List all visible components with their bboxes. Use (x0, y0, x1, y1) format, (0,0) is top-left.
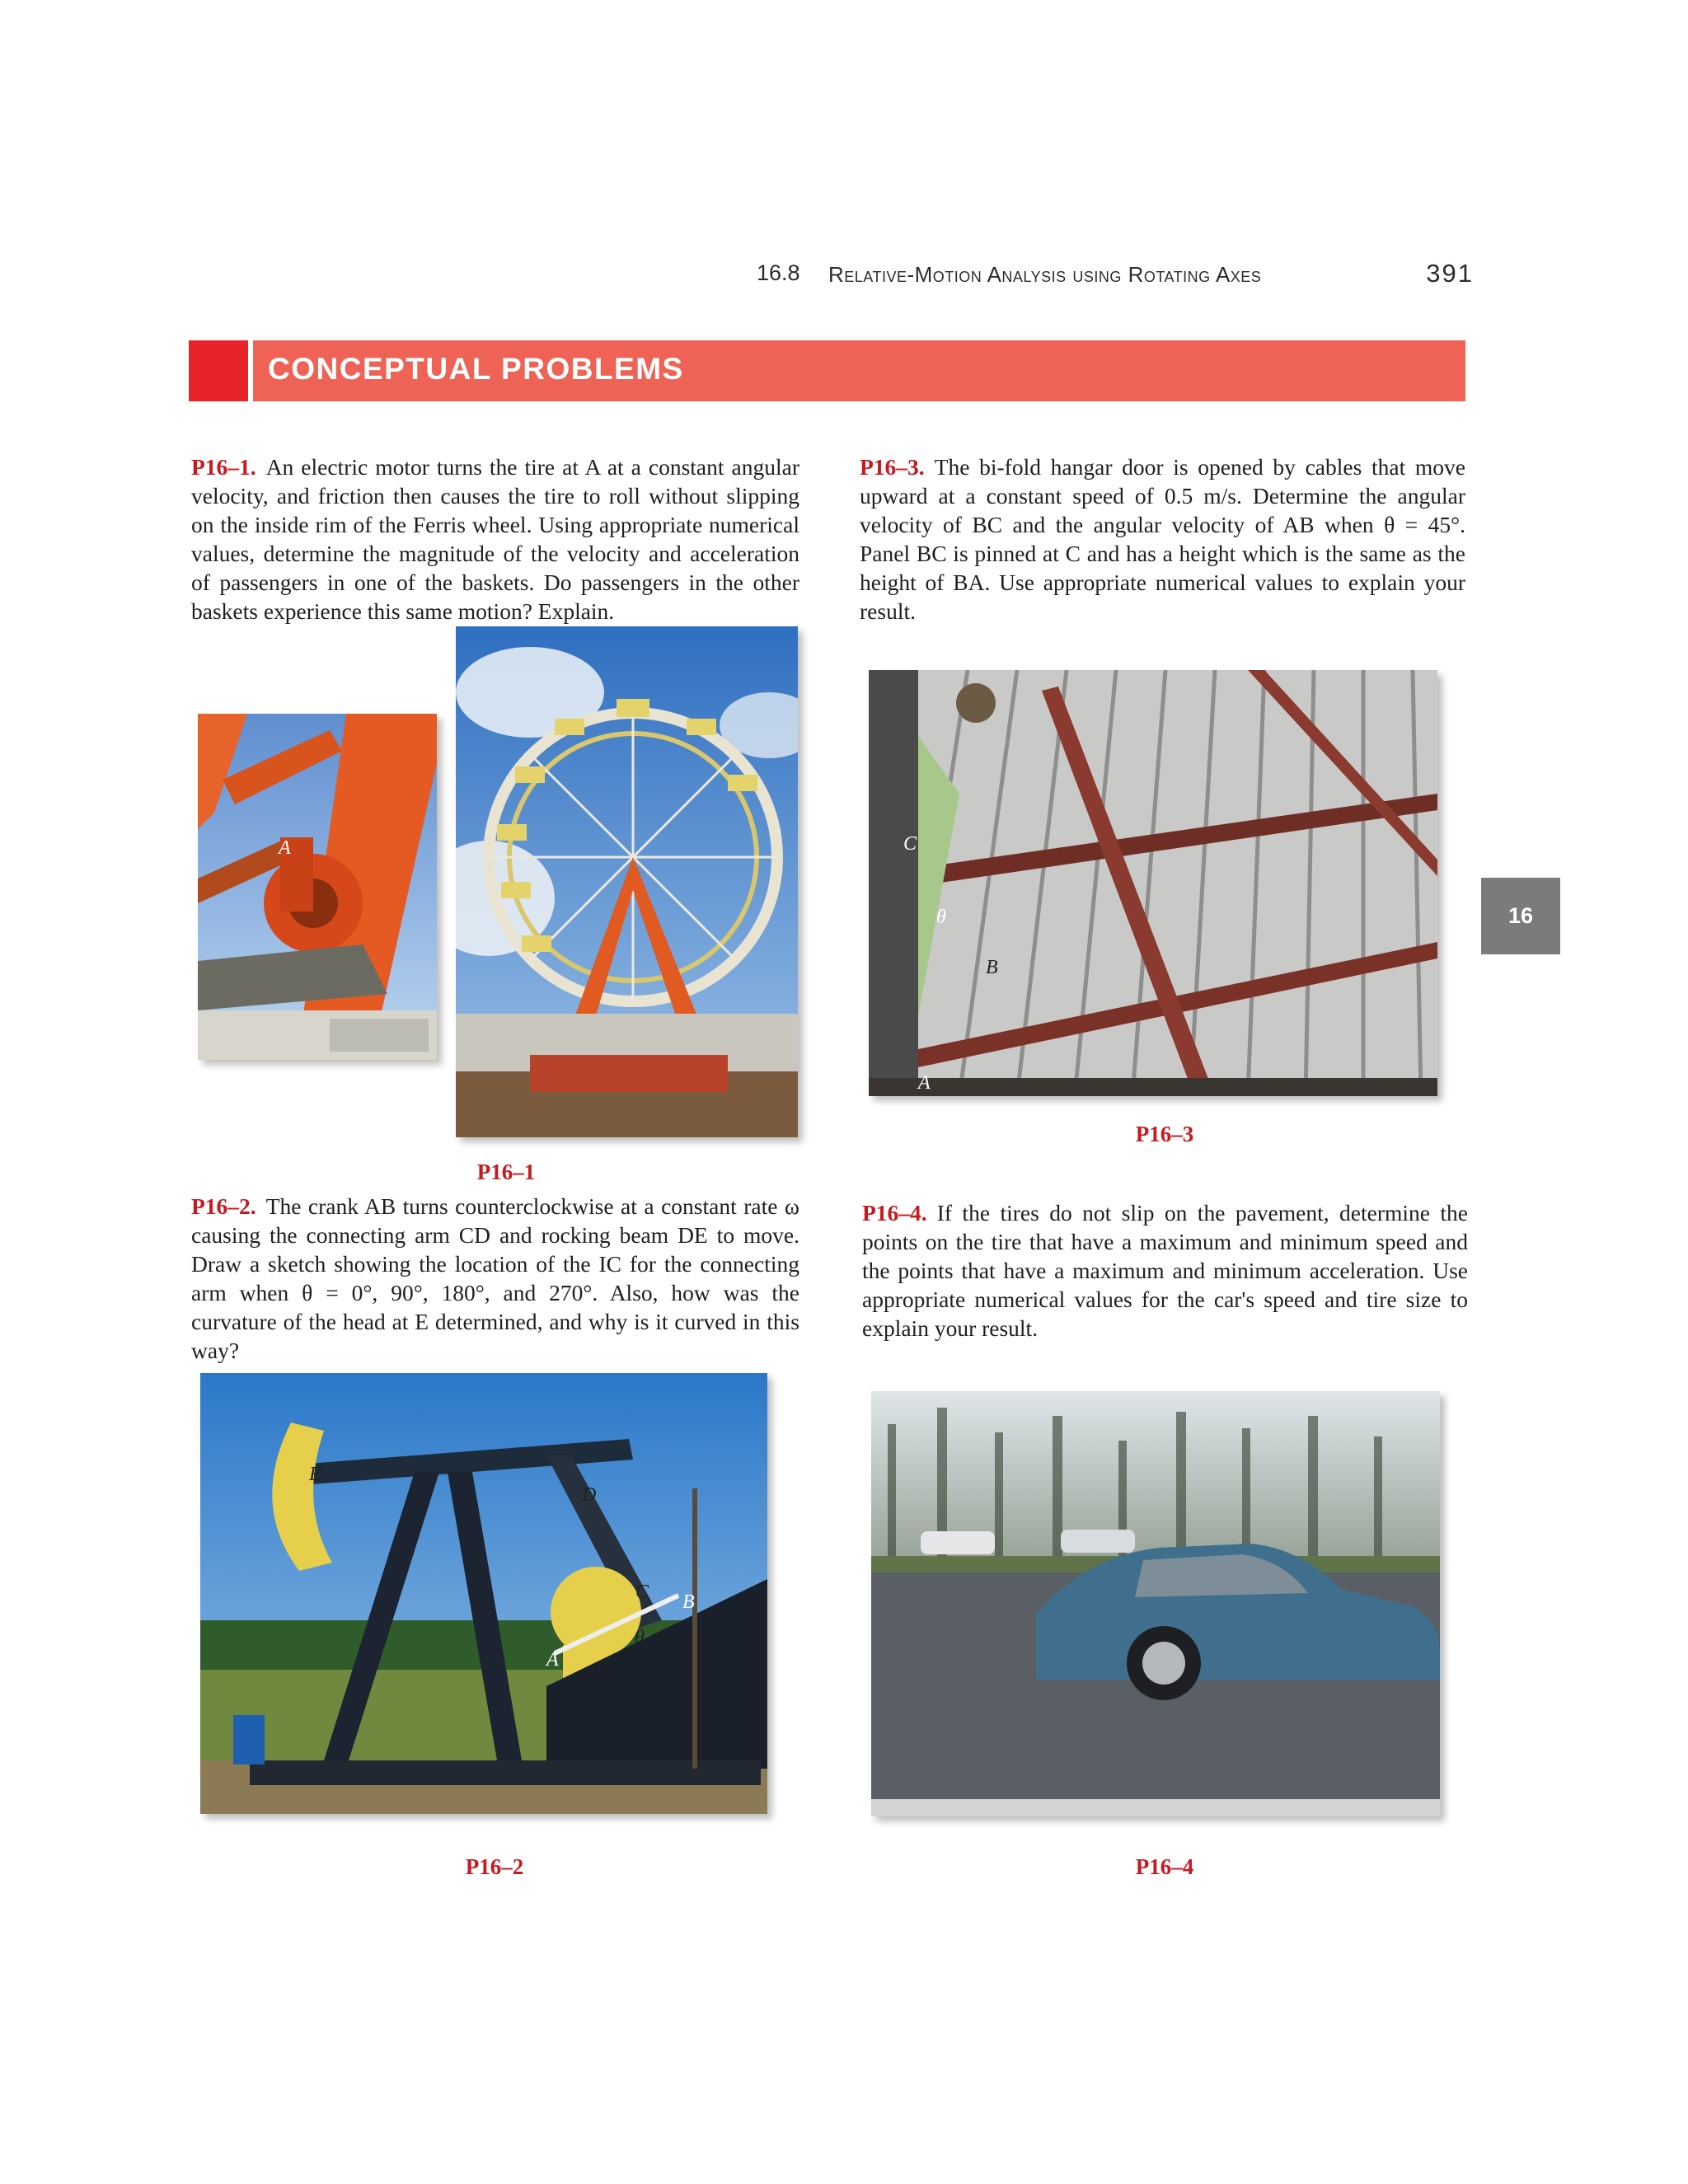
caption-p16-1: P16–1 (476, 1160, 536, 1184)
label-E: E (309, 1464, 321, 1485)
banner-title: CONCEPTUAL PROBLEMS (268, 352, 684, 386)
figure-pumpjack (200, 1373, 767, 1814)
label-A: A (279, 837, 291, 859)
label-C: C (903, 833, 917, 855)
label-B: B (986, 957, 998, 978)
banner-accent-square (189, 340, 248, 401)
figure-ferris-wheel (456, 626, 798, 1137)
section-number: 16.8 (757, 260, 800, 285)
problem-text: The bi-fold hangar door is opened by cables that move upward at a constant speed of 0.5 m/s. Determine the angular velocity of BC and the angular velocity of AB when θ = 45°. Panel BC is pinned at C and has a height which is the same as the height of BA. Use appropriate numerical values to explain your result. (860, 454, 1465, 624)
problem-number: P16–3. (860, 454, 925, 480)
banner-gap (248, 340, 253, 401)
problem-number: P16–1. (191, 454, 256, 480)
hangar-door-photo (869, 670, 1437, 1096)
problem-16-3 (860, 452, 1465, 626)
label-A: A (546, 1649, 559, 1671)
caption-p16-2: P16–2 (465, 1854, 524, 1879)
problem-text: An electric motor turns the tire at A at a constant angular velocity, and friction then causes the tire to roll without slipping on the inside rim of the Ferris wheel. Using appropriate numerical values, determine the magnitude of the velocity and acceleration of passengers in one of the baskets. Do passengers in the other baskets experience this same motion? Explain. (191, 454, 799, 624)
caption-p16-3: P16–3 (1135, 1122, 1194, 1146)
problem-text: If the tires do not slip on the pavement, determine the points on the tire that have a maximum and minimum speed and the points that have a maximum and minimum acceleration. Use appropriate numerical values for the car's speed and tire size to explain your result. (862, 1200, 1468, 1341)
figure-motor-tire (198, 714, 437, 1060)
ferris-wheel-photo (456, 626, 798, 1137)
chapter-tab: 16 (1481, 878, 1560, 954)
running-head (757, 260, 1474, 293)
label-C: C (635, 1582, 649, 1603)
page-number: 391 (1426, 259, 1474, 288)
label-B: B (682, 1591, 695, 1613)
label-theta: θ (936, 907, 946, 928)
problem-16-1 (191, 452, 799, 626)
problem-number: P16–4. (862, 1200, 927, 1226)
section-banner (189, 340, 1465, 401)
problem-text: The crank AB turns counterclockwise at a constant rate ω causing the connecting arm CD and rocking beam DE to move. Draw a sketch showing the location of the IC for the connecting arm when θ = 0°, 90°, 180°, and 270°. Also, how was the curvature of the head at E determined, and why is it curved in this way? (191, 1193, 799, 1363)
caption-p16-4: P16–4 (1135, 1854, 1194, 1879)
label-D: D (582, 1484, 597, 1506)
car-photo (871, 1391, 1440, 1816)
problem-number: P16–2. (191, 1193, 256, 1219)
motor-tire-photo (198, 714, 437, 1060)
problem-16-4 (862, 1198, 1468, 1343)
figure-car (871, 1391, 1440, 1816)
label-theta: θ (635, 1627, 645, 1648)
label-A: A (918, 1072, 931, 1094)
problem-16-2 (191, 1192, 799, 1365)
figure-hangar-door (869, 670, 1437, 1096)
section-title: Relative-Motion Analysis using Rotating Axes (828, 262, 1262, 287)
